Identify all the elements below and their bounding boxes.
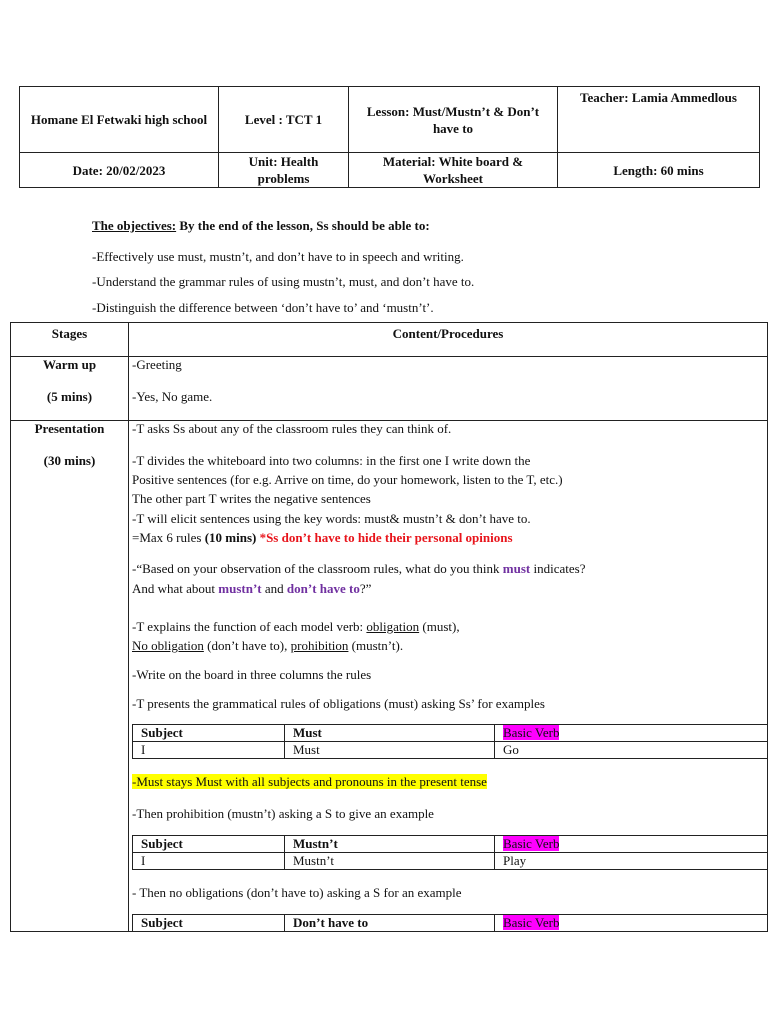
basic-verb-label: Basic Verb xyxy=(503,915,560,930)
procedure-line: -T presents the grammatical rules of obligations (must) asking Ss’ for examples xyxy=(132,696,545,711)
stage-warmup: Warm up xyxy=(42,357,97,372)
question-text: and xyxy=(261,581,287,596)
col-subject: Subject xyxy=(133,836,285,853)
cell-modal: Mustn’t xyxy=(285,853,495,870)
objective-item: -Understand the grammar rules of using mustn’t, must, and don’t have to. xyxy=(92,274,475,289)
col-modal: Must xyxy=(285,725,495,742)
stage-warmup-time: (5 mins) xyxy=(46,389,93,404)
procedure-line: -Write on the board in three columns the rules xyxy=(132,667,372,682)
col-subject: Subject xyxy=(133,915,285,932)
explain-line xyxy=(132,619,460,635)
col-modal: Don’t have to xyxy=(285,915,495,932)
objectives-heading xyxy=(92,218,430,234)
objective-item: -Distinguish the difference between ‘don’t have to’ and ‘mustn’t’. xyxy=(92,300,434,315)
question-text: And what about xyxy=(132,581,219,596)
question-text: indicates? xyxy=(530,561,586,576)
question-line xyxy=(132,561,585,577)
col-modal: Mustn’t xyxy=(285,836,495,853)
cell-verb: Go xyxy=(495,742,768,759)
procedure-line: - Then no obligations (don’t have to) asking a S for an example xyxy=(132,885,462,900)
objectives-label: The objectives: xyxy=(92,218,177,233)
cell-modal: Must xyxy=(285,742,495,759)
dont-have-to-grammar-table xyxy=(132,914,768,932)
basic-verb-label: Basic Verb xyxy=(503,725,560,740)
opinions-note: *Ss don’t have to hide their personal opinions xyxy=(256,530,513,545)
col-basic-verb xyxy=(495,725,768,742)
cell-subject: I xyxy=(133,853,285,870)
explain-text: (don’t have to), xyxy=(203,638,291,653)
question-text: -“Based on your observation of the classroom rules, what do you think xyxy=(132,561,503,576)
question-line xyxy=(132,581,371,597)
col-basic-verb xyxy=(495,836,768,853)
term-prohibition: prohibition xyxy=(290,638,349,653)
procedure-line-rules xyxy=(132,530,513,546)
term-no-obligation: No obligation xyxy=(132,638,204,653)
procedure-line: Positive sentences (for e.g. Arrive on time, do your homework, listen to the T, etc.) xyxy=(132,472,563,487)
cell-verb: Play xyxy=(495,853,768,870)
column-divider xyxy=(128,323,129,931)
stage-presentation: Presentation xyxy=(34,421,105,436)
mustnt-grammar-table xyxy=(132,835,768,870)
lesson-date: Date: 20/02/2023 xyxy=(20,153,219,188)
question-text: ?” xyxy=(359,581,372,596)
basic-verb-label: Basic Verb xyxy=(503,836,560,851)
procedure-line: -T will elicit sentences using the key words: must& mustn’t & don’t have to. xyxy=(132,511,531,526)
explain-line xyxy=(132,638,403,654)
explain-text: (mustn’t). xyxy=(348,638,404,653)
procedure-line: The other part T writes the negative sentences xyxy=(132,491,371,506)
must-rule-note xyxy=(132,774,487,790)
stages-header: Stages xyxy=(51,326,88,341)
stage-presentation-time: (30 mins) xyxy=(43,453,96,468)
material: Material: White board & Worksheet xyxy=(349,153,558,188)
max-rules: =Max 6 rules xyxy=(132,530,205,545)
explain-text: -T explains the function of each model verb: xyxy=(132,619,367,634)
warmup-step: -Greeting xyxy=(132,357,182,372)
rules-time: (10 mins) xyxy=(204,530,257,545)
procedure-line: -T asks Ss about any of the classroom rules they can think of. xyxy=(132,421,452,436)
teacher-name: Teacher: Lamia Ammedlous xyxy=(558,87,760,153)
school-name: Homane El Fetwaki high school xyxy=(20,87,219,153)
keyword-mustnt: mustn’t xyxy=(218,581,262,596)
must-grammar-table xyxy=(132,724,768,759)
unit: Unit: Health problems xyxy=(219,153,349,188)
explain-text: (must), xyxy=(419,619,460,634)
highlighted-note: -Must stays Must with all subjects and pronouns in the present tense xyxy=(132,774,487,789)
lesson-header-table xyxy=(19,86,760,188)
term-obligation: obligation xyxy=(366,619,420,634)
procedure-line: -Then prohibition (mustn’t) asking a S to give an example xyxy=(132,806,434,821)
keyword-must: must xyxy=(502,561,531,576)
lesson-title: Lesson: Must/Mustn’t & Don’t have to xyxy=(349,87,558,153)
procedure-line: -T divides the whiteboard into two columns: in the first one I write down the xyxy=(132,453,531,468)
cell-subject: I xyxy=(133,742,285,759)
content-header: Content/Procedures xyxy=(392,326,504,341)
objective-item: -Effectively use must, mustn’t, and don’t have to in speech and writing. xyxy=(92,249,464,264)
col-subject: Subject xyxy=(133,725,285,742)
col-basic-verb xyxy=(495,915,768,932)
objectives-intro: By the end of the lesson, Ss should be able to: xyxy=(176,218,430,233)
level: Level : TCT 1 xyxy=(219,87,349,153)
keyword-dont-have-to: don’t have to xyxy=(286,581,360,596)
lesson-length: Length: 60 mins xyxy=(558,153,760,188)
warmup-step: -Yes, No game. xyxy=(132,389,213,404)
procedures-table xyxy=(10,322,768,932)
